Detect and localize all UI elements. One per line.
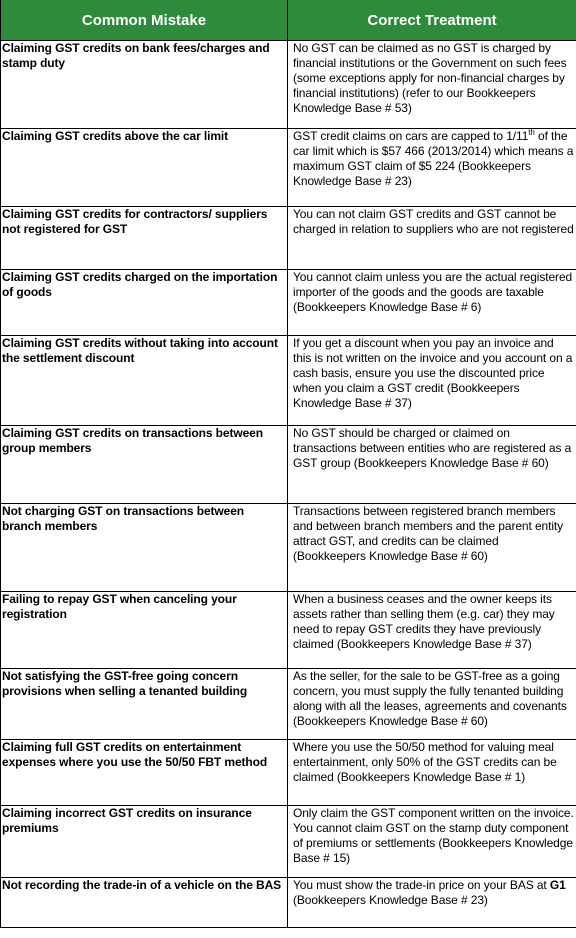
table-row — [1, 129, 576, 207]
treatment-cell: As the seller, for the sale to be GST-free as a going concern, you must supply the fully tenanted building along with all the leases, agreements and covenants (Bookkeepers Knowledge Base # 60) — [288, 669, 576, 740]
mistake-cell: Claiming full GST credits on entertainment expenses where you use the 50/50 FBT method — [1, 740, 288, 806]
mistake-cell: Claiming GST credits on transactions between group members — [1, 426, 288, 504]
table-row — [1, 806, 576, 878]
treatment-text: (Bookkeepers Knowledge Base # 23) — [293, 893, 488, 907]
mistake-cell: Claiming GST credits for contractors/ suppliers not registered for GST — [1, 207, 288, 270]
treatment-text: GST credit claims on cars are capped to 1/11 — [293, 129, 529, 143]
treatment-text: of the car limit which is $57 466 (2013/2014) which means a maximum GST claim of $5 224 (Bookkeepers Knowledge Base # 23) — [293, 129, 574, 188]
treatment-cell: If you get a discount when you pay an invoice and this is not written on the invoice and you account on a cash basis, ensure you use the discounted price when you claim a GST credit (Bookkeepers Knowledge Base # 37) — [288, 336, 576, 426]
table-row — [1, 336, 576, 426]
header-row — [1, 0, 576, 41]
column-header-mistake: Common Mistake — [1, 0, 288, 41]
treatment-cell: You can not claim GST credits and GST cannot be charged in relation to suppliers who are not registered — [288, 207, 576, 270]
table-row — [1, 270, 576, 336]
treatment-cell — [288, 129, 576, 207]
treatment-text: You must show the trade-in price on your BAS at — [293, 878, 550, 892]
treatment-cell: Only claim the GST component written on the invoice. You cannot claim GST on the stamp duty component of premiums or settlements (Bookkeepers Knowledge Base # 15) — [288, 806, 576, 878]
treatment-cell — [288, 878, 576, 928]
table-row — [1, 426, 576, 504]
superscript-text: th — [528, 128, 535, 137]
treatment-cell: Transactions between registered branch members and between branch members and the parent entity attract GST, and credits can be claimed (Bookkeepers Knowledge Base # 60) — [288, 504, 576, 592]
treatment-cell: Where you use the 50/50 method for valuing meal entertainment, only 50% of the GST credits can be claimed (Bookkeepers Knowledge Base # 1) — [288, 740, 576, 806]
table-row — [1, 592, 576, 669]
treatment-cell: You cannot claim unless you are the actual registered importer of the goods and the goods are taxable (Bookkeepers Knowledge Base # 6) — [288, 270, 576, 336]
treatment-cell: No GST can be claimed as no GST is charged by financial institutions or the Government on such fees (some exceptions apply for non-financial charges by financial institutions) (refer to our Bookkeepers Knowledge Base # 53) — [288, 41, 576, 129]
table-row — [1, 878, 576, 928]
mistake-cell: Not satisfying the GST-free going concern provisions when selling a tenanted building — [1, 669, 288, 740]
bas-field-label: G1 — [549, 878, 566, 892]
mistake-cell: Claiming GST credits without taking into account the settlement discount — [1, 336, 288, 426]
mistake-cell: Claiming GST credits above the car limit — [1, 129, 288, 207]
mistake-cell: Claiming GST credits charged on the importation of goods — [1, 270, 288, 336]
table-row — [1, 669, 576, 740]
table-row — [1, 740, 576, 806]
table-row — [1, 41, 576, 129]
mistake-cell: Claiming incorrect GST credits on insurance premiums — [1, 806, 288, 878]
mistake-cell: Not recording the trade-in of a vehicle on the BAS — [1, 878, 288, 928]
column-header-treatment: Correct Treatment — [288, 0, 576, 41]
mistake-cell: Failing to repay GST when canceling your registration — [1, 592, 288, 669]
table-row — [1, 504, 576, 592]
treatment-cell: No GST should be charged or claimed on transactions between entities who are registered as a GST group (Bookkeepers Knowledge Base # 60) — [288, 426, 576, 504]
treatment-cell: When a business ceases and the owner keeps its assets rather than selling them (e.g. car) they may need to repay GST credits they have previously claimed (Bookkeepers Knowledge Base # 37) — [288, 592, 576, 669]
mistake-cell: Claiming GST credits on bank fees/charges and stamp duty — [1, 41, 288, 129]
table-row — [1, 207, 576, 270]
mistake-cell: Not charging GST on transactions between branch members — [1, 504, 288, 592]
